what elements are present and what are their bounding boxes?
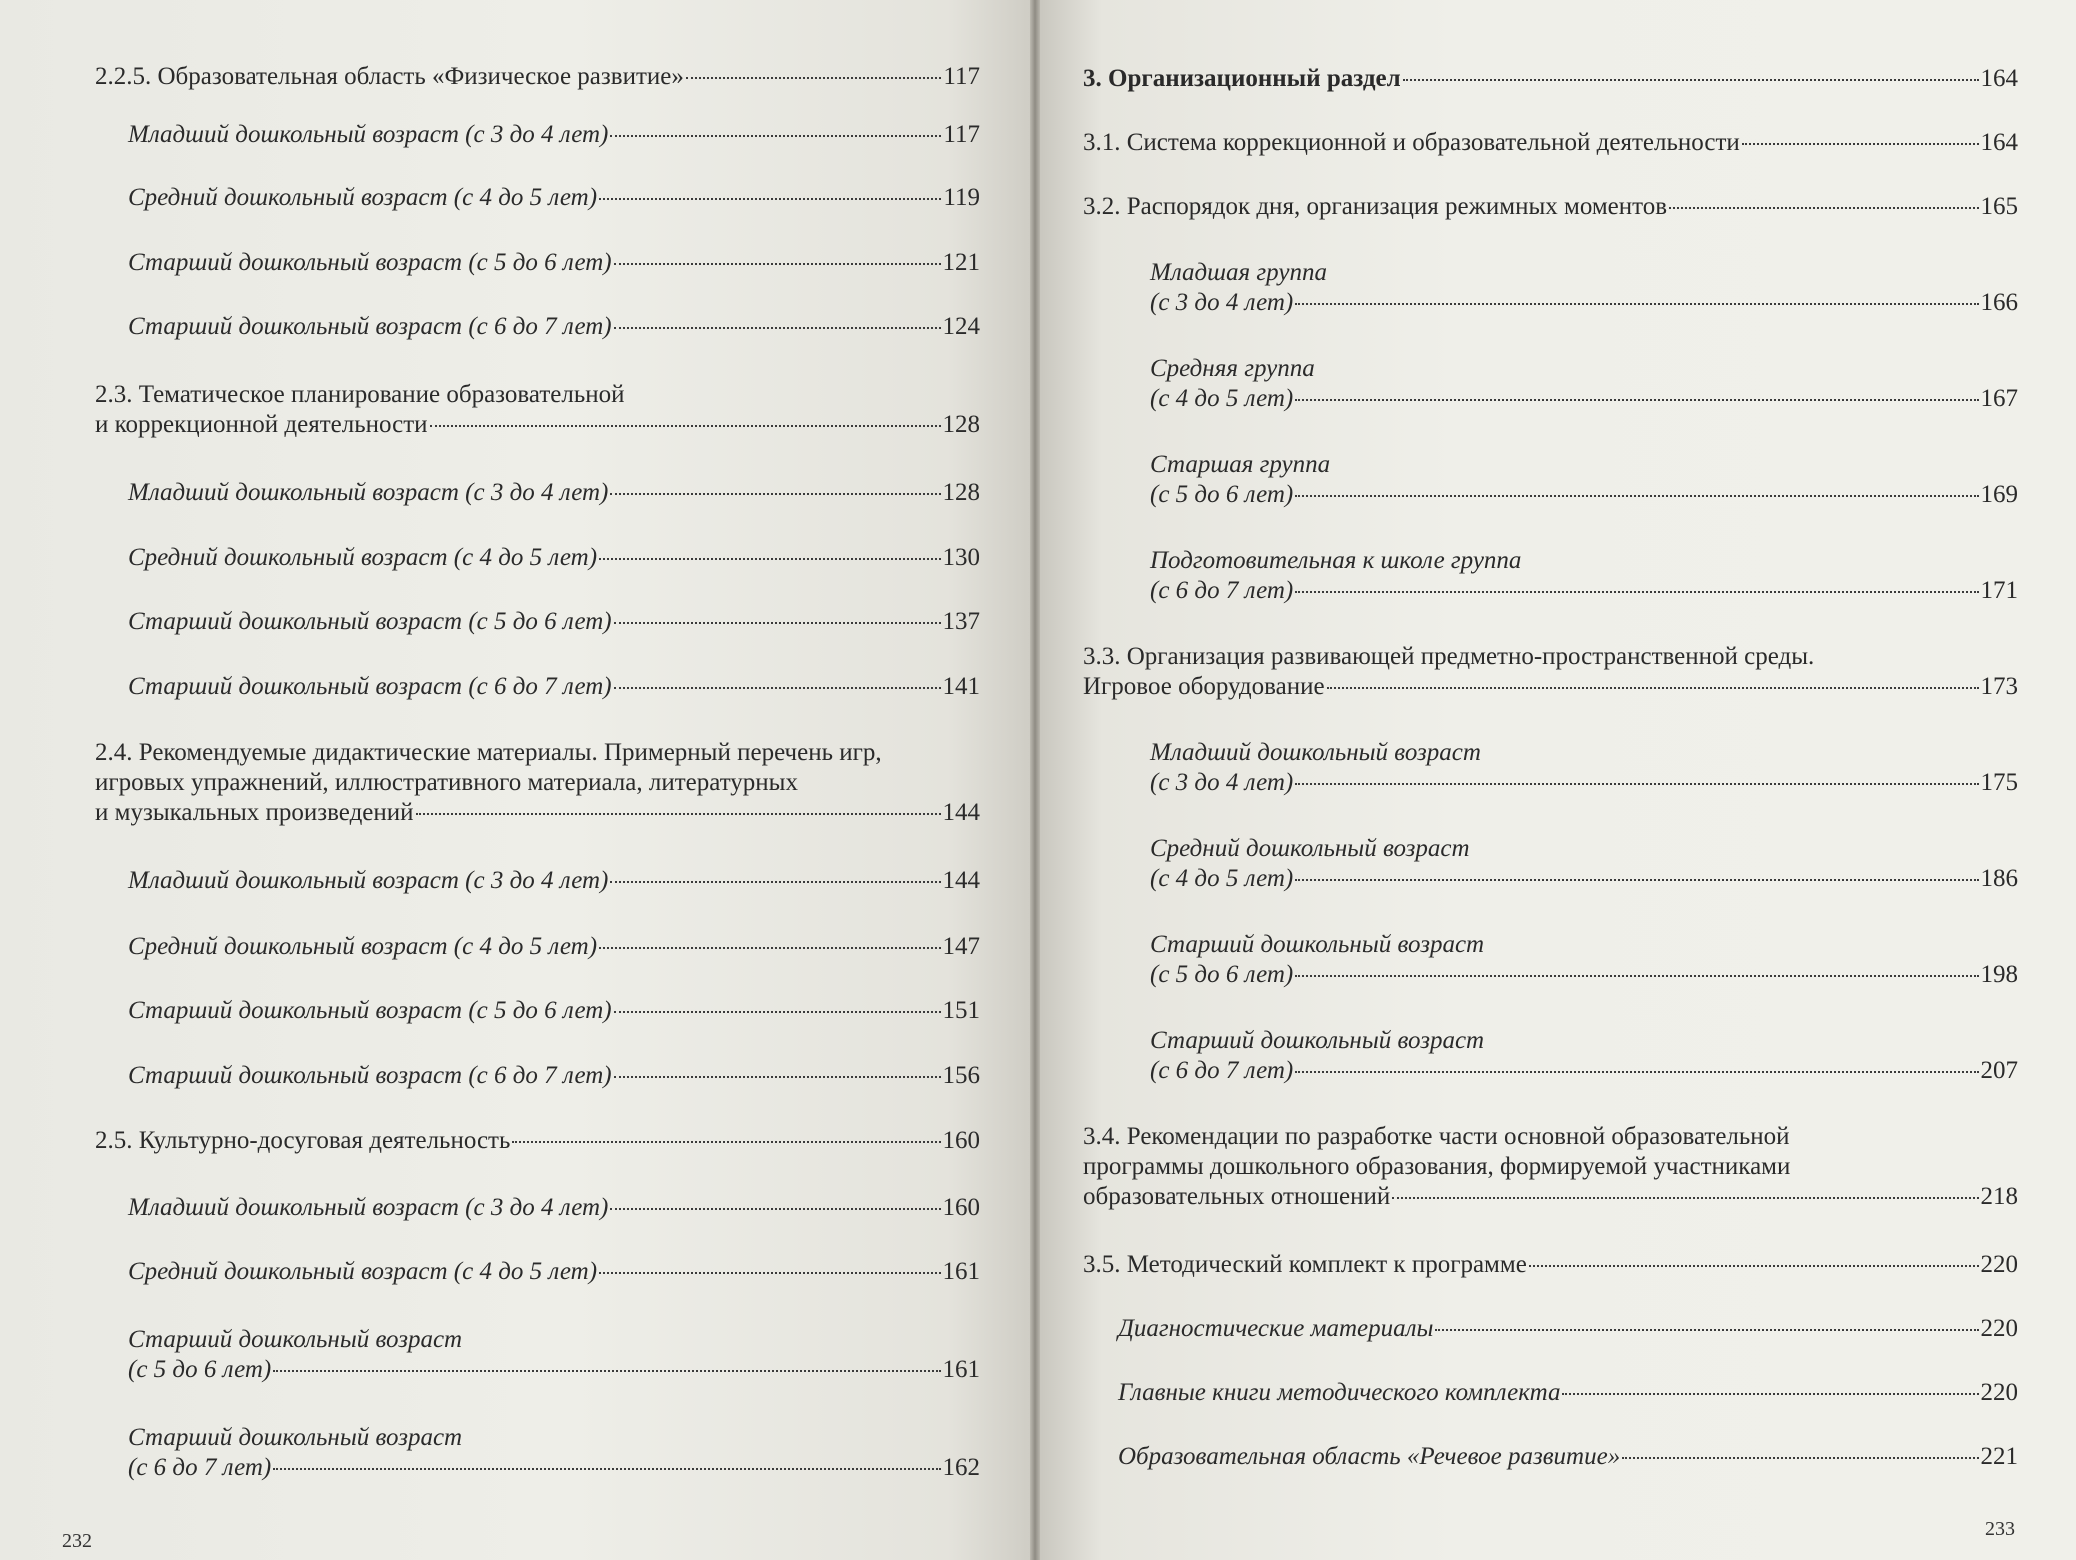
toc-entry <box>1083 642 2018 702</box>
toc-page-number: 164 <box>1980 65 2018 92</box>
toc-entry-line <box>1150 960 2018 990</box>
toc-entry-line <box>1150 1026 2018 1056</box>
toc-entry-line <box>1083 192 2018 222</box>
toc-entry-title: Главные книги методического комплекта <box>1118 1379 1561 1406</box>
toc-entry-title: (с 5 до 6 лет) <box>1150 481 1294 508</box>
dot-leader <box>1295 495 1978 497</box>
dot-leader <box>1295 783 1978 785</box>
toc-entry-title: Старший дошкольный возраст (с 5 до 6 лет) <box>128 249 612 276</box>
toc-entry-title: Младший дошкольный возраст <box>1150 739 1481 766</box>
toc-entry-line <box>1150 576 2018 606</box>
toc-entry-title: Старший дошкольный возраст (с 6 до 7 лет) <box>128 1062 612 1089</box>
dot-leader <box>1392 1197 1978 1199</box>
toc-entry <box>1118 1314 2018 1344</box>
toc-page-number: 161 <box>942 1258 980 1285</box>
toc-entry-title: 2.5. Культурно-досуговая деятельность <box>95 1127 511 1154</box>
toc-entry-line <box>1083 64 2018 94</box>
toc-entry-line <box>1150 930 2018 960</box>
toc-entry-line <box>1118 1314 2018 1344</box>
toc-entry-title: (с 6 до 7 лет) <box>1150 1057 1294 1084</box>
toc-entry-title: Подготовительная к школе группа <box>1150 547 1522 574</box>
toc-entry-title: Старший дошкольный возраст (с 5 до 6 лет) <box>128 608 612 635</box>
toc-entry-title: 3. Организационный раздел <box>1083 65 1401 92</box>
toc-page-number: 171 <box>1980 577 2018 604</box>
toc-entry-line <box>1083 672 2018 702</box>
dot-leader <box>1529 1265 1979 1267</box>
toc-entry-title: (с 3 до 4 лет) <box>1150 769 1294 796</box>
toc-page-number: 169 <box>1980 481 2018 508</box>
toc-entry-title: (с 4 до 5 лет) <box>1150 865 1294 892</box>
toc-page-number: 160 <box>942 1194 980 1221</box>
toc-entry-title: Средний дошкольный возраст (с 4 до 5 лет) <box>128 184 598 211</box>
dot-leader <box>1295 399 1978 401</box>
toc-page-number: 165 <box>1980 193 2018 220</box>
dot-leader <box>1295 303 1978 305</box>
toc-page-number: 220 <box>1980 1251 2018 1278</box>
toc-entry-line <box>1150 546 2018 576</box>
toc-entry-title: Старший дошкольный возраст (с 6 до 7 лет) <box>128 313 612 340</box>
toc-entry-line <box>1083 642 2018 672</box>
toc-page-number: 151 <box>942 997 980 1024</box>
toc-page-number: 121 <box>942 249 980 276</box>
toc-entry <box>1150 930 2018 990</box>
toc-entry-title: Младший дошкольный возраст (с 3 до 4 лет) <box>128 867 609 894</box>
dot-leader <box>1669 207 1978 209</box>
toc-entry <box>1150 1026 2018 1086</box>
toc-entry-title: 3.5. Методический комплект к программе <box>1083 1251 1527 1278</box>
toc-entry <box>1118 1442 2018 1472</box>
toc-entry <box>1083 1250 2018 1280</box>
toc-page-number: 117 <box>943 63 980 90</box>
toc-page-number: 128 <box>942 411 980 438</box>
toc-entry-title: Старший дошкольный возраст <box>1150 931 1485 958</box>
toc-entry-title: Диагностические материалы <box>1118 1315 1434 1342</box>
toc-entry-title: 2.2.5. Образовательная область «Физическое развитие» <box>95 63 684 90</box>
toc-entry-title: Старший дошкольный возраст <box>1150 1027 1485 1054</box>
left-page-number: 232 <box>62 1530 92 1552</box>
dot-leader <box>1562 1393 1978 1395</box>
toc-page-number: 166 <box>1980 289 2018 316</box>
toc-entry-line <box>1150 480 2018 510</box>
toc-page-number: 218 <box>1980 1183 2018 1210</box>
dot-leader <box>1295 1071 1978 1073</box>
toc-page-number: 117 <box>943 121 980 148</box>
toc-entry-title: Младшая группа <box>1150 259 1327 286</box>
toc-entry-line <box>1083 1182 2018 1212</box>
toc-entry-line <box>1150 864 2018 894</box>
toc-page-number: 175 <box>1980 769 2018 796</box>
dot-leader <box>1742 143 1979 145</box>
toc-entry <box>1083 1122 2018 1212</box>
toc-entry-title: 3.2. Распорядок дня, организация режимных моментов <box>1083 193 1668 220</box>
toc-entry <box>1083 64 2018 94</box>
toc-entry-title: (с 6 до 7 лет) <box>128 1454 272 1481</box>
toc-entry-line <box>1083 1250 2018 1280</box>
toc-entry-title: программы дошкольного образования, формируемой участниками <box>1083 1153 1791 1180</box>
toc-entry-line <box>1150 258 2018 288</box>
toc-entry-title: (с 5 до 6 лет) <box>128 1356 272 1383</box>
toc-entry-title: Средний дошкольный возраст (с 4 до 5 лет) <box>128 933 598 960</box>
toc-entry-line <box>1118 1378 2018 1408</box>
toc-entry-title: Младший дошкольный возраст (с 3 до 4 лет) <box>128 479 609 506</box>
toc-page-number: 144 <box>942 867 980 894</box>
toc-entry-title: (с 3 до 4 лет) <box>1150 289 1294 316</box>
toc-entry-title: Старшая группа <box>1150 451 1331 478</box>
toc-page-number: 207 <box>1980 1057 2018 1084</box>
dot-leader <box>1295 975 1978 977</box>
toc-entry-line <box>1150 384 2018 414</box>
toc-entry-title: (с 6 до 7 лет) <box>1150 577 1294 604</box>
toc-entry <box>1118 1378 2018 1408</box>
toc-entry-title: Игровое оборудование <box>1083 673 1325 700</box>
toc-entry-line <box>1083 1122 2018 1152</box>
toc-page-number: 221 <box>1980 1443 2018 1470</box>
toc-entry-line <box>1150 738 2018 768</box>
toc-page-number: 162 <box>942 1454 980 1481</box>
toc-page-number: 119 <box>943 184 980 211</box>
toc-entry-title: Старший дошкольный возраст <box>128 1326 463 1353</box>
toc-entry-title: и коррекционной деятельности <box>95 411 428 438</box>
toc-entry-title: Старший дошкольный возраст <box>128 1424 463 1451</box>
toc-entry-title: и музыкальных произведений <box>95 799 414 826</box>
toc-entry-line <box>1150 768 2018 798</box>
toc-entry <box>1083 128 2018 158</box>
toc-entry-title: 3.3. Организация развивающей предметно-пространственной среды. <box>1083 643 1815 670</box>
toc-entry-title: (с 5 до 6 лет) <box>1150 961 1294 988</box>
toc-entry-line <box>1150 834 2018 864</box>
toc-entry-title: 3.1. Система коррекционной и образовательной деятельности <box>1083 129 1740 156</box>
toc-entry <box>1150 450 2018 510</box>
toc-page-number: 186 <box>1980 865 2018 892</box>
toc-entry-title: 2.4. Рекомендуемые дидактические материалы. Примерный перечень игр, <box>95 739 882 766</box>
toc-entry-line <box>1150 288 2018 318</box>
toc-entry-title: Средний дошкольный возраст (с 4 до 5 лет) <box>128 1258 598 1285</box>
toc-page-number: 173 <box>1980 673 2018 700</box>
toc-entry-title: (с 4 до 5 лет) <box>1150 385 1294 412</box>
toc-entry-title: Средняя группа <box>1150 355 1315 382</box>
toc-entry-title: Образовательная область «Речевое развитие» <box>1118 1443 1621 1470</box>
toc-entry <box>1150 738 2018 798</box>
toc-entry-title: 3.4. Рекомендации по разработке части основной образовательной <box>1083 1123 1790 1150</box>
toc-entry-title: Средний дошкольный возраст <box>1150 835 1470 862</box>
toc-entry-title: Младший дошкольный возраст (с 3 до 4 лет) <box>128 121 609 148</box>
toc-entry-title: игровых упражнений, иллюстративного материала, литературных <box>95 769 798 796</box>
toc-entry <box>1150 354 2018 414</box>
toc-page-number: 130 <box>942 544 980 571</box>
toc-page-number: 124 <box>942 313 980 340</box>
toc-entry-title: Средний дошкольный возраст (с 4 до 5 лет) <box>128 544 598 571</box>
dot-leader <box>1327 687 1979 689</box>
toc-page-number: 198 <box>1980 961 2018 988</box>
toc-entry <box>1083 192 2018 222</box>
toc-page-number: 220 <box>1980 1315 2018 1342</box>
right-page-number: 233 <box>1985 1518 2015 1540</box>
toc-page-number: 144 <box>942 799 980 826</box>
toc-page-number: 147 <box>942 933 980 960</box>
dot-leader <box>1435 1329 1978 1331</box>
toc-entry-line <box>1083 1152 2018 1182</box>
toc-entry <box>1150 546 2018 606</box>
toc-entry-title: Младший дошкольный возраст (с 3 до 4 лет) <box>128 1194 609 1221</box>
toc-page-number: 137 <box>942 608 980 635</box>
toc-entry-title: образовательных отношений <box>1083 1183 1391 1210</box>
dot-leader <box>1295 879 1978 881</box>
toc-page-number: 160 <box>942 1127 980 1154</box>
toc-page-number: 128 <box>942 479 980 506</box>
toc-entry-line <box>1150 1056 2018 1086</box>
toc-entry-line <box>1150 354 2018 384</box>
dot-leader <box>1403 79 1979 81</box>
toc-entry-line <box>1118 1442 2018 1472</box>
toc-page-number: 141 <box>942 673 980 700</box>
toc-entry <box>1150 834 2018 894</box>
toc-page-number: 220 <box>1980 1379 2018 1406</box>
toc-page-number: 164 <box>1980 129 2018 156</box>
toc-entry-title: Старший дошкольный возраст (с 6 до 7 лет) <box>128 673 612 700</box>
toc-entry-title: 2.3. Тематическое планирование образовательной <box>95 381 625 408</box>
toc-page-number: 167 <box>1980 385 2018 412</box>
toc-entry-line <box>1150 450 2018 480</box>
toc-entry-line <box>1083 128 2018 158</box>
dot-leader <box>1295 591 1978 593</box>
dot-leader <box>1622 1457 1978 1459</box>
toc-entry-title: Старший дошкольный возраст (с 5 до 6 лет) <box>128 997 612 1024</box>
toc-page-number: 161 <box>942 1356 980 1383</box>
toc-page-number: 156 <box>942 1062 980 1089</box>
toc-entry <box>1150 258 2018 318</box>
